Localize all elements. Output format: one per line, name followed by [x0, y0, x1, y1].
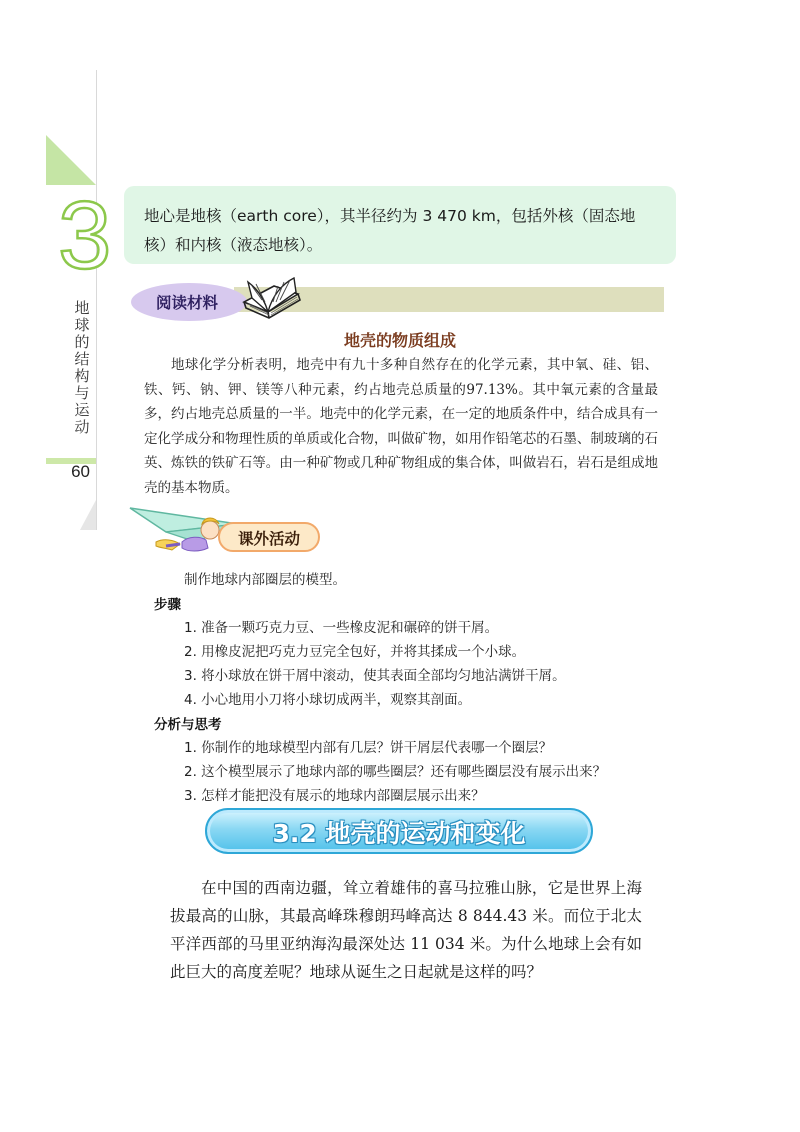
chapter-title: 地球的结构与运动 [74, 299, 90, 436]
chapter-corner-decoration [46, 135, 96, 185]
reading-body: 地球化学分析表明，地壳中有九十多种自然存在的化学元素，其中氧、硅、铝、铁、钙、钠、钾、镁等八种元素，约占地壳总质量的97.13%。其中氧元素的含量最多，约占地壳总质量的一半。地壳中的化学元素，在一定的地质条件中，结合成具有一定化学成分和物理性质的单质或化合物，叫做矿物，如用作铅笔芯的石墨、制玻璃的石英、炼铁的铁矿石等。由一种矿物或几种矿物组成的集合体，叫做岩石，岩石是组成地壳的基本物质。 [144, 357, 658, 496]
margin-line [96, 70, 97, 530]
open-book-icon [238, 272, 304, 320]
info-text: 地心是地核（earth core），其半径约为 3 470 km，包括外核（固态地核）和内核（液态地核）。 [144, 207, 636, 254]
list-item: 3. 怎样才能把没有展示的地球内部圈层展示出来？ [184, 788, 485, 804]
activity-label: 课外活动 [237, 530, 300, 548]
list-item: 4. 小心地用小刀将小球切成两半，观察其剖面。 [184, 692, 472, 708]
page-number: 60 [71, 462, 90, 481]
section-body: 在中国的西南边疆，耸立着雄伟的喜马拉雅山脉，它是世界上海拔最高的山脉，其最高峰珠穆朗玛峰高达 8 844.43 米。而位于北太平洋西部的马里亚纳海沟最深处达 11 034 米。为什么地球上会有如此巨大的高度差呢？地球从诞生之日起就是这样的吗？ [170, 879, 642, 981]
steps-heading: 步骤 [154, 597, 181, 613]
reading-label: 阅读材料 [155, 294, 218, 312]
info-box [124, 186, 676, 264]
list-item: 1. 你制作的地球模型内部有几层？饼干屑层代表哪一个圈层？ [184, 740, 553, 756]
section-title: 3.2 地壳的运动和变化 [272, 819, 526, 848]
chapter-number: 3 [58, 182, 112, 289]
list-item: 2. 用橡皮泥把巧克力豆完全包好，并将其揉成一个小球。 [184, 644, 526, 660]
reading-title: 地壳的物质组成 [343, 331, 456, 350]
activity-intro: 制作地球内部圈层的模型。 [184, 572, 346, 588]
tab-fold-decoration [80, 500, 96, 530]
analysis-heading: 分析与思考 [154, 717, 222, 733]
list-item: 3. 将小球放在饼干屑中滚动，使其表面全部均匀地沾满饼干屑。 [184, 668, 566, 684]
list-item: 1. 准备一颗巧克力豆、一些橡皮泥和碾碎的饼干屑。 [184, 620, 499, 636]
list-item: 2. 这个模型展示了地球内部的哪些圈层？还有哪些圈层没有展示出来？ [184, 764, 607, 780]
